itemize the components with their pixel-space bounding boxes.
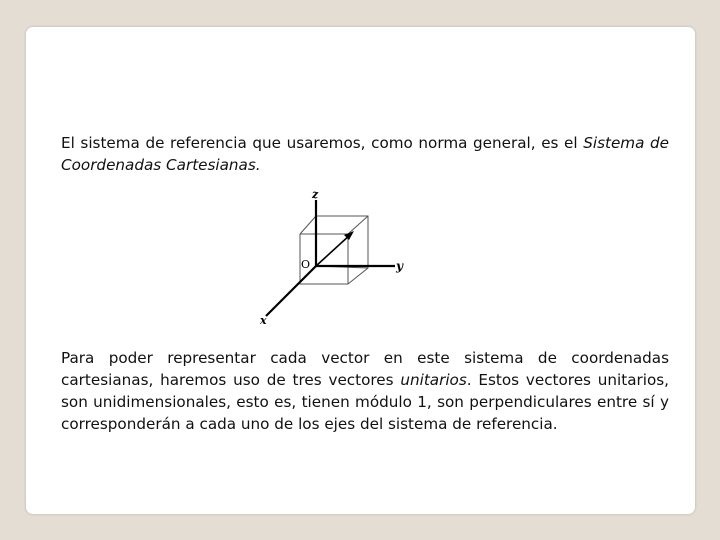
intro-paragraph bbox=[61, 132, 669, 176]
intro-text: El sistema de referencia que usaremos, como norma general, es el bbox=[61, 134, 584, 152]
x-axis-label: x bbox=[260, 314, 267, 327]
intro-emphasis: Sistema de Coordenadas Cartesianas. bbox=[61, 134, 669, 174]
x-axis-line bbox=[266, 266, 316, 316]
y-axis-label: y bbox=[396, 259, 403, 273]
cube-back-face bbox=[316, 216, 368, 284]
cube-edge-top-left bbox=[300, 216, 316, 234]
cartesian-axes-diagram bbox=[250, 186, 420, 328]
body-text-part2: . Estos vectores unitarios, son unidimensionales, esto es, tienen módulo 1, son perpendiculares entre sí y corresponderán a cada uno de los ejes del sistema de referencia. bbox=[61, 371, 669, 433]
body-paragraph bbox=[61, 347, 669, 435]
origin-label: O bbox=[301, 258, 311, 271]
cube-edge-top-right bbox=[348, 216, 368, 234]
position-vector-line bbox=[316, 234, 351, 266]
z-axis-label: z bbox=[312, 188, 319, 201]
body-emphasis: unitarios bbox=[400, 371, 467, 389]
body-text-part1: Para poder representar cada vector en este sistema de coordenadas cartesianas, haremos uso de tres vectores bbox=[61, 349, 669, 389]
